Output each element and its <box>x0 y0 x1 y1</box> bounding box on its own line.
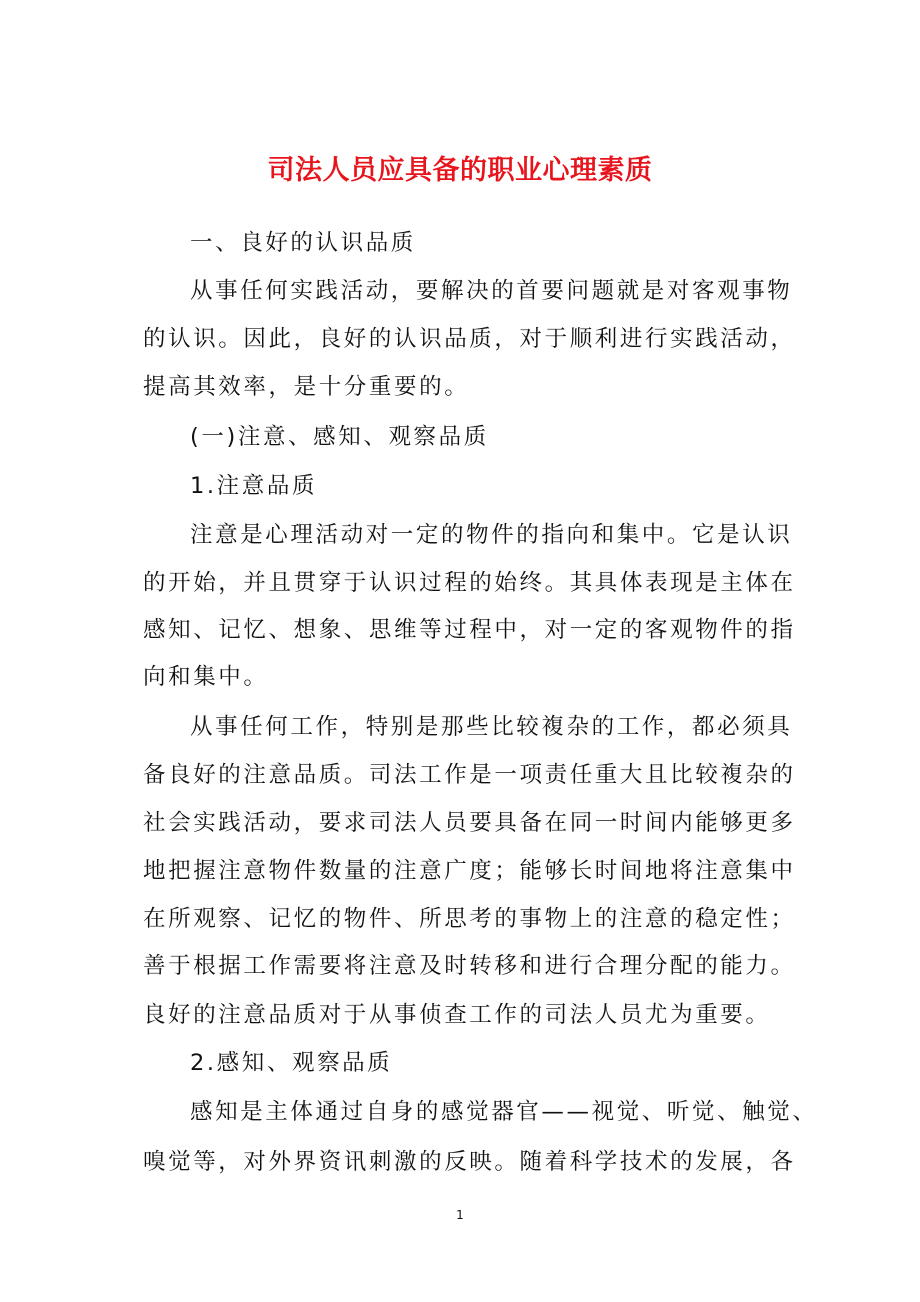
text-line: 提高其效率，是十分重要的。 <box>143 374 470 400</box>
text-line: 的开始，并且贯穿于认识过程的始终。其具体表现是主体在 <box>143 570 796 596</box>
text-line: 感知是主体通过自身的感觉器官——视觉、听觉、触觉、 <box>190 1099 818 1125</box>
text-line: 感知、记忆、想象、思维等过程中，对一定的客观物件的指 <box>143 617 796 643</box>
text-line: 社会实践活动，要求司法人员要具备在同一时间内能够更多 <box>143 810 796 836</box>
text-line: 注意是心理活动对一定的物件的指向和集中。它是认识 <box>190 522 793 548</box>
text-line: 在所观察、记忆的物件、所思考的事物上的注意的稳定性； <box>143 906 796 932</box>
text-line: 善于根据工作需要将注意及时转移和进行合理分配的能力。 <box>143 953 796 979</box>
page-number: 1 <box>456 1208 464 1222</box>
text-line: 2.感知、观察品质 <box>190 1050 393 1076</box>
text-line: 向和集中。 <box>143 664 269 690</box>
text-line: 备良好的注意品质。司法工作是一项责任重大且比较複杂的 <box>143 762 796 788</box>
text-line: 一、良好的认识品质 <box>190 230 416 256</box>
text-line: 1.注意品质 <box>190 473 318 499</box>
text-line: 从事任何工作，特别是那些比较複杂的工作，都必须具 <box>190 714 793 740</box>
document-title: 司法人员应具备的职业心理素质 <box>267 155 653 186</box>
text-line: 地把握注意物件数量的注意广度；能够长时间地将注意集中 <box>143 858 796 884</box>
text-line: 良好的注意品质对于从事侦查工作的司法人员尤为重要。 <box>143 1002 771 1028</box>
text-line: 嗅觉等，对外界资讯刺激的反映。随着科学技术的发展，各 <box>143 1149 796 1175</box>
text-line: 的认识。因此，良好的认识品质，对于顺利进行实践活动， <box>143 326 796 352</box>
text-line: (一)注意、感知、观察品质 <box>190 424 489 450</box>
text-line: 从事任何实践活动，要解决的首要问题就是对客观事物 <box>190 278 793 304</box>
